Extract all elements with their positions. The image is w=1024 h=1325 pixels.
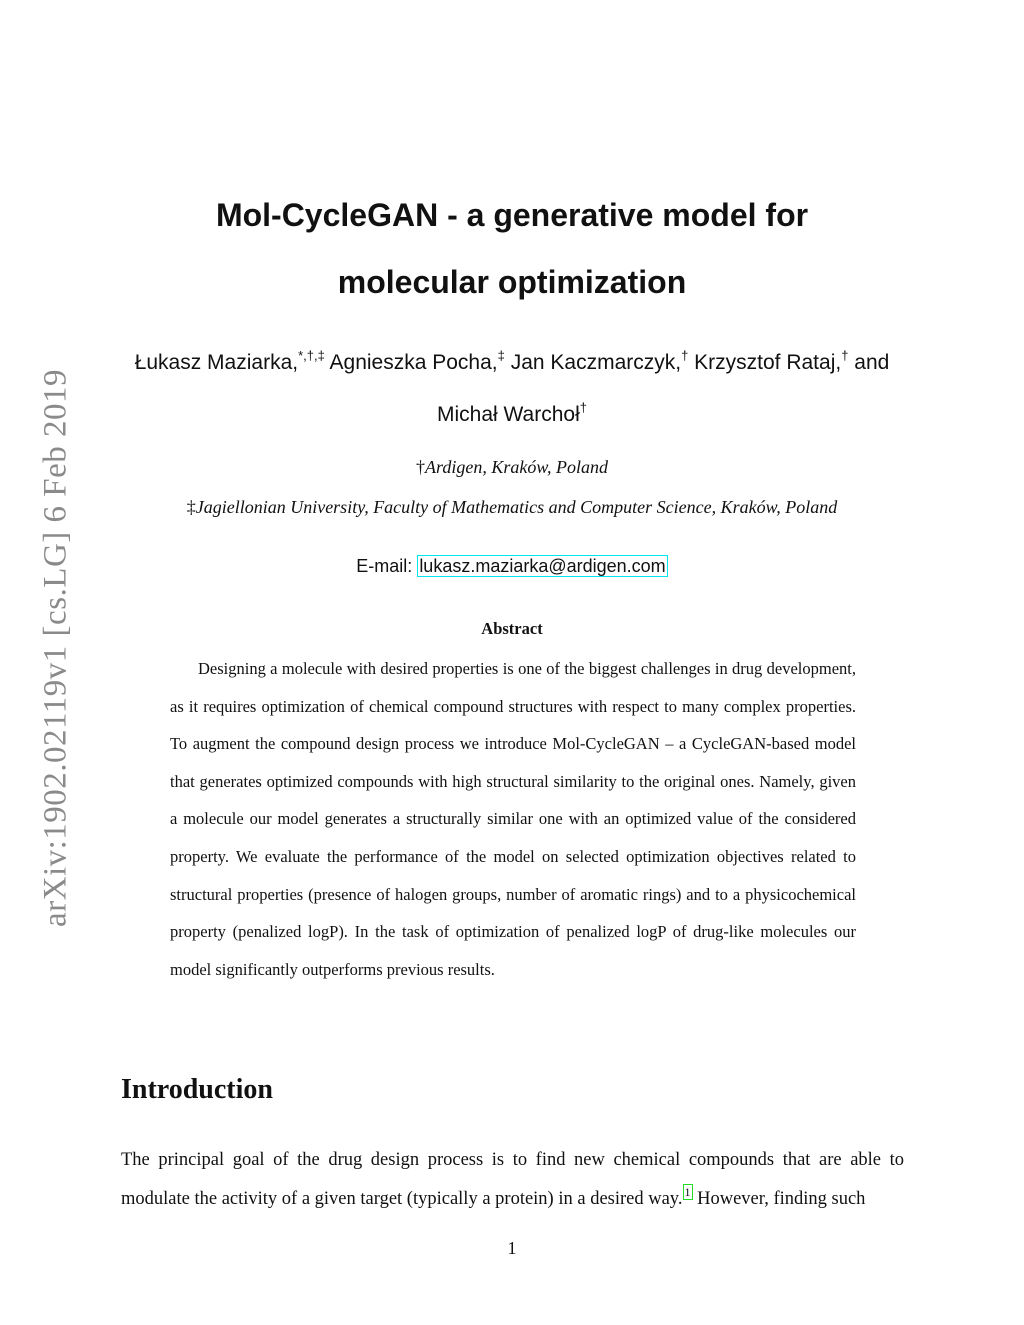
affiliation-ardigen xyxy=(100,457,924,478)
affiliation-mark: † xyxy=(416,457,425,477)
abstract-heading: Abstract xyxy=(481,619,543,638)
abstract-text: Designing a molecule with desired properties is one of the biggest challenges in drug development, as it requires optimization of chemical compound structures with respect to many complex properties. To augment the compound design process we introduce Mol-CycleGAN – a CycleGAN-based model that generates optimized compounds with high structural similarity to the original ones. Namely, given a molecule our model generates a structurally similar one with an optimized value of the considered property. We evaluate the performance of the model on selected optimization objectives related to structural properties (presence of halogen groups, number of aromatic rings) and to a physicochemical property (penalized logP). In the task of optimization of penalized logP of drug-like molecules our model significantly outperforms previous results. xyxy=(170,659,856,979)
author-4: Krzysztof Rataj, xyxy=(688,351,842,374)
citation-link[interactable]: 1 xyxy=(684,1185,691,1199)
affiliation-text: Ardigen, Kraków, Poland xyxy=(425,457,608,477)
author-3: Jan Kaczmarczyk, xyxy=(504,351,682,374)
affiliation-jagiellonian xyxy=(100,497,924,518)
intro-text-before: The principal goal of the drug design process is to find new chemical compounds that are able to modulate the activity of a given target (typically a protein) in a desired way. xyxy=(121,1150,904,1209)
email-label: E-mail: xyxy=(356,556,418,576)
affiliation-mark: ‡ xyxy=(186,497,196,517)
intro-text-after: However, finding such xyxy=(692,1189,866,1209)
email-link[interactable]: lukasz.maziarka@ardigen.com xyxy=(419,556,666,576)
arxiv-identifier: arXiv:1902.02119v1 [cs.LG] 6 Feb 2019 xyxy=(38,368,74,927)
paper-title xyxy=(150,182,874,316)
author-1-marks: *,†,‡ xyxy=(298,348,325,363)
title-line-2: molecular optimization xyxy=(337,264,687,300)
author-4-marks: † xyxy=(841,348,849,363)
author-2: Agnieszka Pocha, xyxy=(324,351,498,374)
page-number: 1 xyxy=(507,1238,517,1258)
title-line-1: Mol-CycleGAN - a generative model for xyxy=(215,197,809,233)
email-line xyxy=(100,556,924,577)
author-1: Łukasz Maziarka, xyxy=(134,351,299,374)
author-5: and Michał Warchoł xyxy=(437,351,890,426)
author-2-marks: ‡ xyxy=(497,348,505,363)
author-3-marks: † xyxy=(681,348,689,363)
introduction-heading: Introduction xyxy=(121,1074,273,1105)
arxiv-sidebar xyxy=(38,365,74,930)
author-5-marks: † xyxy=(579,400,587,415)
introduction-text xyxy=(121,1141,904,1220)
affiliation-text: Jagiellonian University, Faculty of Mathematics and Computer Science, Kraków, Poland xyxy=(195,497,838,517)
author-list xyxy=(110,338,914,442)
